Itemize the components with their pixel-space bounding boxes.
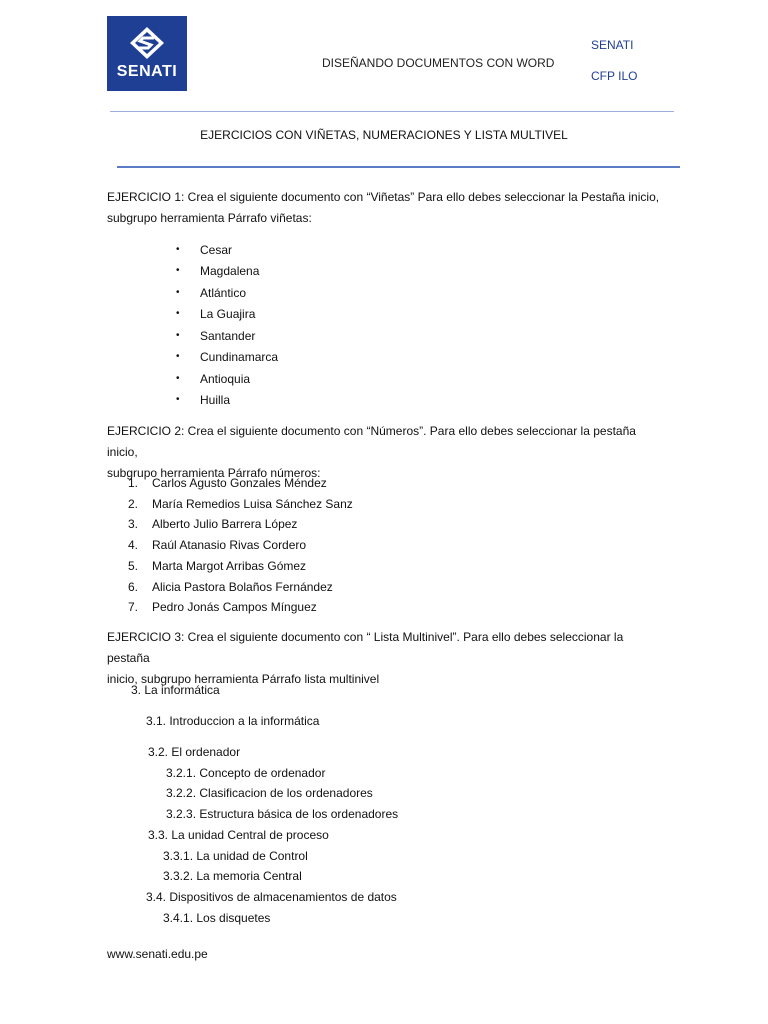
bullet-icon: • [176,308,180,319]
exercise-3-instructions [107,627,663,690]
list-item: Huilla [200,393,231,407]
list-item-level-1: 3. La informática [131,683,220,697]
bullet-icon: • [176,330,180,341]
list-number: 7. [128,600,139,614]
list-item-level-2: 3.3. La unidad Central de proceso [148,828,329,842]
list-item: Cundinamarca [200,350,279,364]
list-item: Antioquia [200,372,251,386]
list-number: 3. [128,517,139,531]
exercise-3-line-1: EJERCICIO 3: Crea el siguiente documento con “ Lista Multinivel”. Para ello debes seleccionar la pestaña [107,630,624,665]
exercise-1-line-2: subgrupo herramienta Párrafo viñetas: [107,211,312,225]
list-item: Alicia Pastora Bolaños Fernández [152,580,333,594]
logo-text: SENATI [116,63,178,80]
bullet-icon: • [176,265,180,276]
list-item: Raúl Atanasio Rivas Cordero [152,538,307,552]
header-org: SENATI [591,38,634,52]
exercise-2-line-1: EJERCICIO 2: Crea el siguiente documento con “Números”. Para ello debes seleccionar la pestaña inicio, [107,424,636,459]
list-item-level-3: 3.3.2. La memoria Central [163,869,302,883]
exercise-1-instructions [107,187,663,229]
page-subtitle: EJERCICIOS CON VIÑETAS, NUMERACIONES Y LISTA MULTIVEL [200,128,568,142]
exercise-1-line-1: EJERCICIO 1: Crea el siguiente documento con “Viñetas” Para ello debes seleccionar la Pestaña inicio, [107,190,660,204]
list-number: 6. [128,580,139,594]
list-item: Magdalena [200,264,260,278]
list-item-level-3: 3.2.3. Estructura básica de los ordenadores [166,807,399,821]
list-item-level-2: 3.4. Dispositivos de almacenamientos de datos [146,890,397,904]
header-center: CFP ILO [591,69,638,83]
list-item: Santander [200,329,256,343]
list-item: María Remedios Luisa Sánchez Sanz [152,497,353,511]
bullet-icon: • [176,244,180,255]
senati-logo [107,16,187,91]
bullet-icon: • [176,373,180,384]
footer-url: www.senati.edu.pe [107,947,208,961]
list-number: 1. [128,476,139,490]
list-item: Cesar [200,243,233,257]
list-number: 4. [128,538,139,552]
exercise-2-instructions [107,421,663,484]
list-item: Atlántico [200,286,247,300]
bullet-icon: • [176,394,180,405]
list-item: La Guajira [200,307,256,321]
list-item: Alberto Julio Barrera López [152,517,298,531]
senati-s-icon [129,26,165,60]
list-item-level-3: 3.2.1. Concepto de ordenador [166,766,326,780]
list-item: Pedro Jonás Campos Mínguez [152,600,317,614]
exercise-3-line-2: inicio, subgrupo herramienta Párrafo lista multinivel [107,672,380,686]
list-item: Carlos Agusto Gonzales Méndez [152,476,327,490]
list-item-level-2: 3.1. Introduccion a la informática [146,714,320,728]
list-item-level-3: 3.2.2. Clasificacion de los ordenadores [166,786,373,800]
list-item-level-2: 3.2. El ordenador [148,745,241,759]
header-title: DISEÑANDO DOCUMENTOS CON WORD [322,56,555,70]
list-item: Marta Margot Arribas Gómez [152,559,307,573]
subtitle-rule [117,166,680,168]
bullet-icon: • [176,287,180,298]
list-item-level-3: 3.4.1. Los disquetes [163,911,271,925]
header-rule [110,111,674,112]
list-number: 2. [128,497,139,511]
bullet-icon: • [176,351,180,362]
list-number: 5. [128,559,139,573]
exercise-2-line-2: subgrupo herramienta Párrafo números: [107,466,321,480]
list-item-level-3: 3.3.1. La unidad de Control [163,849,308,863]
